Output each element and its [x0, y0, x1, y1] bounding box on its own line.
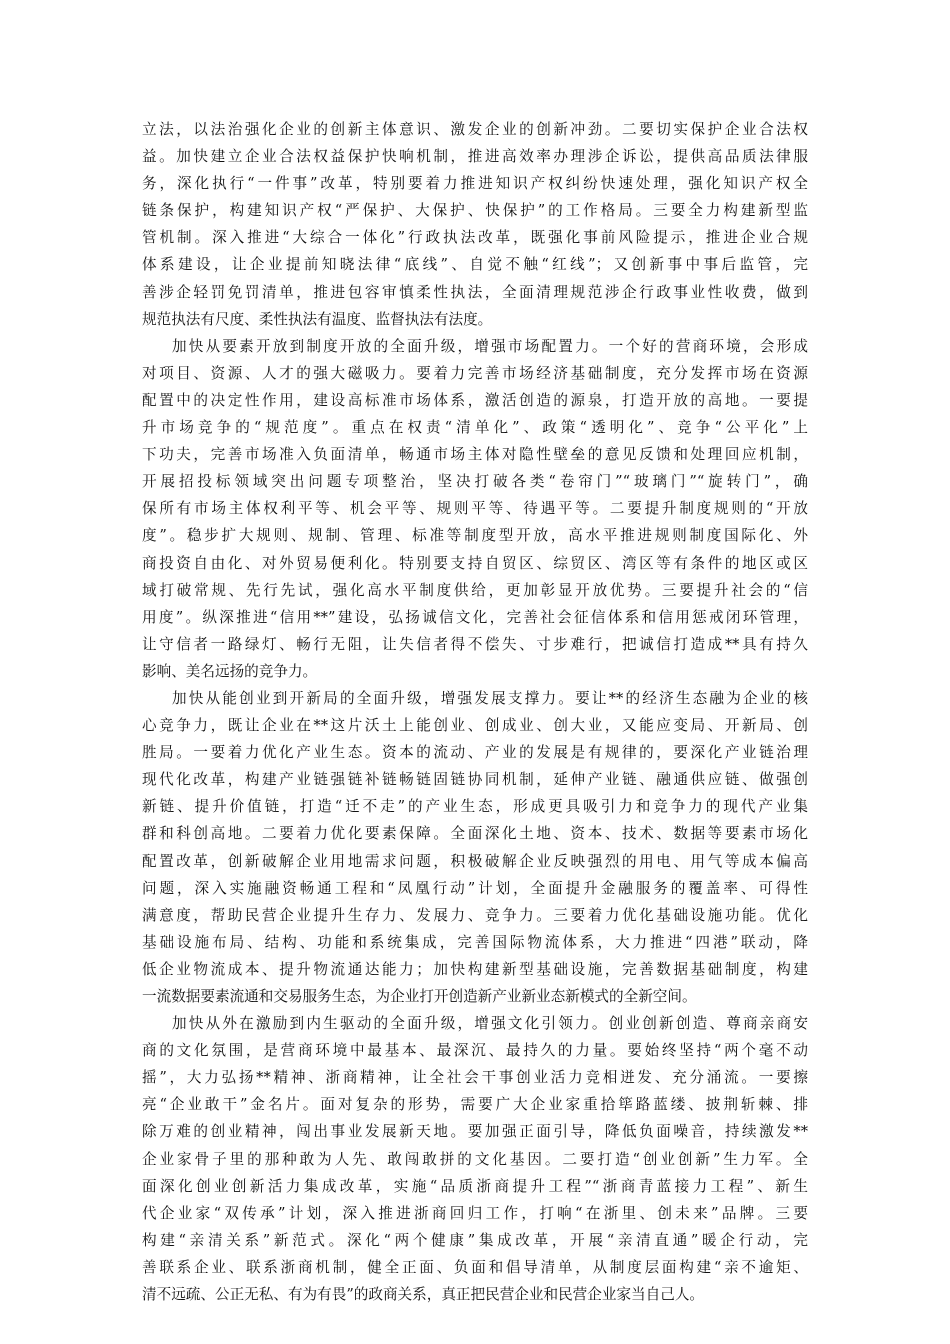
paragraph-line: 加快从能创业到开新局的全面升级，增强发展支撑力。要让**的经济生态融为企业的核	[172, 689, 808, 707]
paragraph-line: 商投资自由化、对外贸易便利化。特别要支持自贸区、综贸区、湾区等有条件的地区或区	[142, 554, 808, 572]
paragraph	[142, 1010, 808, 1308]
paragraph-line: 现代化改革，构建产业链强链补链畅链固链协同机制，延伸产业链、融通供应链、做强创	[142, 771, 808, 789]
paragraph-line: 商的文化氛围，是营商环境中最基本、最深沉、最持久的力量。要始终坚持“两个毫不动	[142, 1042, 808, 1060]
paragraph	[142, 116, 808, 333]
paragraph-line: 问题，深入实施融资畅通工程和“凤凰行动”计划，全面提升金融服务的覆盖率、可得性	[142, 879, 808, 897]
paragraph-line: 基础设施布局、结构、功能和系统集成，完善国际物流体系，大力推进“四港”联动，降	[142, 933, 808, 951]
paragraph	[142, 685, 808, 1010]
paragraph-line: 除万难的创业精神，闯出事业发展新天地。要加强正面引导，降低负面噪音，持续激发**	[142, 1123, 808, 1141]
paragraph-line: 开展招投标领域突出问题专项整治，坚决打破各类“卷帘门”“玻璃门”“旋转门”，确	[142, 473, 808, 491]
paragraph-line: 亮“企业敢干”金名片。面对复杂的形势，需要广大企业家重拾筚路蓝缕、披荆斩棘、排	[142, 1096, 808, 1114]
paragraph-line: 胜局。一要着力优化产业生态。资本的流动、产业的发展是有规律的，要深化产业链治理	[142, 744, 808, 762]
paragraph-line: 对项目、资源、人才的强大磁吸力。要着力完善市场经济基础制度，充分发挥市场在资源	[142, 364, 808, 382]
paragraph-line: 一流数据要素流通和交易服务生态，为企业打开创造新产业新业态新模式的全新空间。	[142, 988, 697, 1005]
paragraph-line: 配置改革，创新破解企业用地需求问题，积极破解企业反映强烈的用电、用气等成本偏高	[142, 852, 808, 870]
paragraph-line: 低企业物流成本、提升物流通达能力；加快构建新型基础设施，完善数据基础制度，构建	[142, 960, 808, 978]
paragraph-line: 管机制。深入推进“大综合一体化”行政执法改革，既强化事前风险提示，推进企业合规	[142, 229, 808, 247]
paragraph-line: 心竞争力，既让企业在**这片沃土上能创业、创成业、创大业，又能应变局、开新局、创	[142, 717, 808, 735]
paragraph-line: 链条保护，构建知识产权“严保护、大保护、快保护”的工作格局。三要全力构建新型监	[142, 202, 808, 220]
paragraph-line: 新链、提升价值链，打造“迁不走”的产业生态，形成更具吸引力和竞争力的现代产业集	[142, 798, 808, 816]
paragraph-line: 企业家骨子里的那种敢为人先、敢闯敢拼的文化基因。二要打造“创业创新”生力军。全	[142, 1150, 808, 1168]
paragraph-line: 加快从要素开放到制度开放的全面升级，增强市场配置力。一个好的营商环境，会形成	[172, 337, 808, 355]
paragraph-line: 配置中的决定性作用，建设高标准市场体系，激活创造的源泉，打造开放的高地。一要提	[142, 391, 808, 409]
paragraph-line: 规范执法有尺度、柔性执法有温度、监督执法有法度。	[142, 310, 493, 328]
paragraph-line: 清不远疏、公正无私、有为有畏”的政商关系，真正把民营企业和民营企业家当自己人。	[142, 1286, 705, 1304]
paragraph-line: 构建“亲清关系”新范式。深化“两个健康”集成改革，开展“亲清直通”暖企行动，完	[142, 1231, 808, 1249]
paragraph-line: 立法，以法治强化企业的创新主体意识、激发企业的创新冲劲。二要切实保护企业合法权	[142, 121, 808, 138]
paragraph-line: 加快从外在激励到内生驱动的全面升级，增强文化引领力。创业创新创造、尊商亲商安	[172, 1015, 808, 1033]
paragraph-line: 下功夫，完善市场准入负面清单，畅通市场主体对隐性壁垒的意见反馈和处理回应机制，	[142, 446, 808, 464]
paragraph-line: 度”。稳步扩大规则、规制、管理、标准等制度型开放，高水平推进规则制度国际化、外	[142, 527, 808, 545]
paragraph-line: 用度”。纵深推进“信用**”建设，弘扬诚信文化，完善社会征信体系和信用惩戒闭环管理，	[142, 608, 808, 626]
paragraph-line: 域打破常规、先行先试，强化高水平制度供给，更加彰显开放优势。三要提升社会的“信	[142, 581, 808, 599]
paragraph-line: 善联系企业、联系浙商机制，健全正面、负面和倡导清单，从制度层面构建“亲不逾矩、	[142, 1258, 808, 1276]
paragraph-line: 升市场竞争的“规范度”。重点在权责“清单化”、政策“透明化”、竞争“公平化”上	[142, 419, 808, 437]
paragraph-line: 益。加快建立企业合法权益保护快响机制，推进高效率办理涉企诉讼，提供高品质法律服	[142, 148, 808, 166]
paragraph-line: 体系建设，让企业提前知晓法律“底线”、自觉不触“红线”；又创新事中事后监管，完	[142, 256, 808, 274]
paragraph-line: 代企业家“双传承”计划，深入推进浙商回归工作，打响“在浙里、创未来”品牌。三要	[142, 1204, 808, 1222]
paragraph-line: 摇”，大力弘扬**精神、浙商精神，让全社会干事创业活力竞相迸发、充分涌流。一要擦	[142, 1069, 808, 1087]
paragraph-line: 务，深化执行“一件事”改革，特别要着力推进知识产权纠纷快速处理，强化知识产权全	[142, 175, 808, 193]
paragraph-line: 影响、美名远扬的竞争力。	[142, 662, 318, 680]
paragraph-line: 面深化创业创新活力集成改革，实施“品质浙商提升工程”“浙商青蓝接力工程”、新生	[142, 1177, 808, 1195]
document-body	[142, 116, 808, 1308]
paragraph-line: 保所有市场主体权利平等、机会平等、规则平等、待遇平等。二要提升制度规则的“开放	[142, 500, 808, 518]
paragraph	[142, 333, 808, 685]
paragraph-line: 满意度，帮助民营企业提升生存力、发展力、竞争力。三要着力优化基础设施功能。优化	[142, 906, 808, 924]
paragraph-line: 善涉企轻罚免罚清单，推进包容审慎柔性执法，全面清理规范涉企行政事业性收费，做到	[142, 283, 808, 301]
paragraph-line: 群和科创高地。二要着力优化要素保障。全面深化土地、资本、技术、数据等要素市场化	[142, 825, 808, 843]
paragraph-line: 让守信者一路绿灯、畅行无阻，让失信者得不偿失、寸步难行，把诚信打造成**具有持久	[142, 635, 808, 653]
